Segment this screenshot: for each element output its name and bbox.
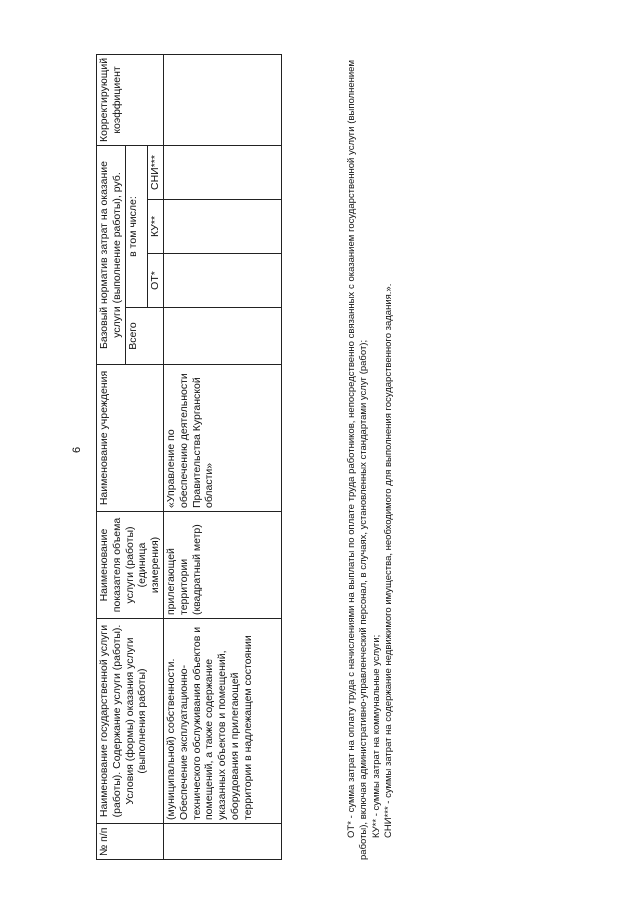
cell-indicator: прилегающей территории (квадратный метр) xyxy=(163,512,281,619)
cell-total xyxy=(163,308,281,365)
header-sni: СНИ*** xyxy=(148,146,164,200)
cell-coefficient xyxy=(163,54,281,145)
cost-norm-table xyxy=(96,54,282,860)
header-ot: ОТ* xyxy=(148,254,164,308)
header-indicator: Наименование показателя объема услуги (работы) (единица измерения) xyxy=(97,512,164,619)
header-base-norm: Базовый норматив затрат на оказание услуги (выполнение работы), руб. xyxy=(97,146,126,365)
header-institution: Наименование учреждения xyxy=(97,365,164,512)
footnote-sni: СНИ*** - суммы затрат на содержание недвижимого имущества, необходимого для выполнения государственного задания.». xyxy=(383,283,395,838)
cell-num xyxy=(163,824,281,860)
footnote-ot: ОТ* - сумма затрат на оплату труда с начислениями на выплаты по оплате труда работников, непосредственно связанных с оказанием государственной услуги (выполнением работы), включая административно-управленческий персонал, в случаях, установленных стандартами услуг (работ); xyxy=(346,60,370,860)
header-total: Всего xyxy=(125,308,163,365)
header-ku: КУ** xyxy=(148,200,164,254)
header-including: в том числе: xyxy=(125,146,148,308)
rotated-page-content xyxy=(96,40,636,860)
header-coefficient: Корректирующий коэффициент xyxy=(97,54,164,145)
cell-sni xyxy=(163,146,281,200)
header-service: Наименование государственной услуги (работы). Содержание услуги (работы). Условия (формы) оказания услуги (выполнения работы) xyxy=(97,619,164,824)
cell-ku xyxy=(163,200,281,254)
table-row xyxy=(163,54,281,859)
header-num: № п/п xyxy=(97,824,164,860)
cell-service: (муниципальной) собственности. Обеспечение эксплуатационно-технического обслуживания объектов и помещений, а также содержание указанных объектов и помещений, оборудования и прилегающей территории в надлежащем состоянии xyxy=(163,619,281,824)
footnotes xyxy=(346,60,395,860)
table-header-row xyxy=(97,54,126,859)
page-number: 6 xyxy=(71,446,83,453)
footnote-ku: КУ** - суммы затрат на коммунальные услуги; xyxy=(370,634,382,838)
cell-institution: «Управление по обеспечению деятельности Правительства Курганской области» xyxy=(163,365,281,512)
cell-ot xyxy=(163,254,281,308)
